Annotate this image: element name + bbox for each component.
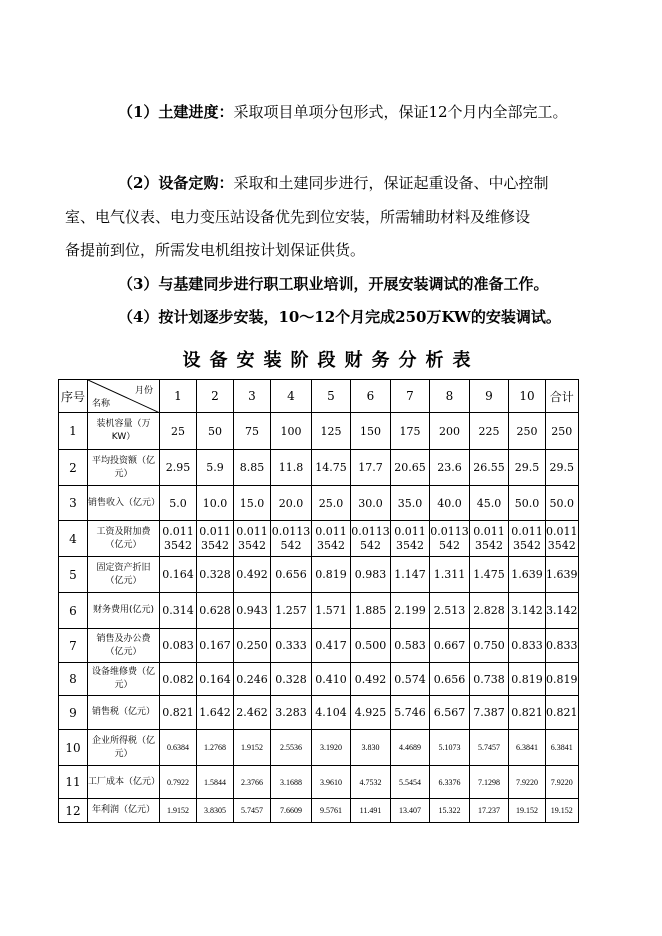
cell-value: 75 <box>234 413 271 450</box>
cell-value: 1.5844 <box>197 766 234 799</box>
cell-value: 3.1920 <box>312 730 351 766</box>
cell-value: 5.0 <box>160 486 197 521</box>
header-month: 月份 <box>134 386 153 396</box>
cell-value: 4.104 <box>312 696 351 730</box>
cell-value: 35.0 <box>391 486 430 521</box>
header-col-8: 8 <box>430 380 470 413</box>
equipment-order-label: （2）设备定购： <box>118 174 234 192</box>
cell-value: 0.833 <box>509 629 546 663</box>
row-name: 固定资产折旧（亿元） <box>88 557 160 593</box>
row-name: 销售及办公费（亿元） <box>88 629 160 663</box>
cell-value: 0.328 <box>271 663 312 696</box>
cell-value: 250 <box>509 413 546 450</box>
row-number: 10 <box>59 730 88 766</box>
cell-value: 0.333 <box>271 629 312 663</box>
cell-value: 0.656 <box>430 663 470 696</box>
row-number: 8 <box>59 663 88 696</box>
equipment-order-text-a: 采取和土建同步进行，保证起重设备、中心控制 <box>233 174 549 192</box>
cell-value: 0.943 <box>234 593 271 629</box>
cell-value: 0.0113542 <box>234 521 271 557</box>
cell-value: 0.0113542 <box>546 521 579 557</box>
cell-value: 0.0113542 <box>470 521 509 557</box>
row-name: 年利润（亿元） <box>88 799 160 823</box>
cell-value: 1.2768 <box>197 730 234 766</box>
row-number: 3 <box>59 486 88 521</box>
row-number: 5 <box>59 557 88 593</box>
cell-value: 1.475 <box>470 557 509 593</box>
cell-value: 11.491 <box>351 799 391 823</box>
table-row <box>59 629 579 663</box>
cell-value: 5.746 <box>391 696 430 730</box>
cell-value: 0.574 <box>391 663 430 696</box>
row-number: 4 <box>59 521 88 557</box>
cell-value: 0.417 <box>312 629 351 663</box>
cell-value: 1.147 <box>391 557 430 593</box>
table-header-row <box>59 380 579 413</box>
row-number: 9 <box>59 696 88 730</box>
cell-value: 10.0 <box>197 486 234 521</box>
paragraph-training: （3）与基建同步进行职工职业培训，开展安装调试的准备工作。 <box>118 275 549 293</box>
table-row <box>59 696 579 730</box>
row-number: 12 <box>59 799 88 823</box>
cell-value: 1.257 <box>271 593 312 629</box>
cell-value: 4.7532 <box>351 766 391 799</box>
cell-value: 200 <box>430 413 470 450</box>
cell-value: 29.5 <box>546 450 579 486</box>
cell-value: 0.167 <box>197 629 234 663</box>
table-title: 设备安装阶段财务分析表 <box>182 350 480 371</box>
cell-value: 0.821 <box>160 696 197 730</box>
cell-value: 0.821 <box>546 696 579 730</box>
cell-value: 0.667 <box>430 629 470 663</box>
cell-value: 1.311 <box>430 557 470 593</box>
cell-value: 0.0113542 <box>312 521 351 557</box>
cell-value: 2.199 <box>391 593 430 629</box>
row-number: 1 <box>59 413 88 450</box>
table-row <box>59 766 579 799</box>
paragraph-equipment-order <box>118 173 548 193</box>
cell-value: 3.142 <box>546 593 579 629</box>
cell-value: 7.6609 <box>271 799 312 823</box>
cell-value: 30.0 <box>351 486 391 521</box>
cell-value: 3.8305 <box>197 799 234 823</box>
cell-value: 3.830 <box>351 730 391 766</box>
paragraph-installation: （4）按计划逐步安装，10～12个月完成250万KW的安装调试。 <box>118 308 561 326</box>
cell-value: 100 <box>271 413 312 450</box>
cell-value: 13.407 <box>391 799 430 823</box>
cell-value: 0.750 <box>470 629 509 663</box>
cell-value: 4.4689 <box>391 730 430 766</box>
row-name: 财务费用(亿元) <box>88 593 160 629</box>
table-row <box>59 593 579 629</box>
cell-value: 1.642 <box>197 696 234 730</box>
cell-value: 6.3841 <box>546 730 579 766</box>
row-number: 2 <box>59 450 88 486</box>
cell-value: 0.819 <box>509 663 546 696</box>
header-col-10: 10 <box>509 380 546 413</box>
cell-value: 7.1298 <box>470 766 509 799</box>
cell-value: 250 <box>546 413 579 450</box>
cell-value: 0.492 <box>234 557 271 593</box>
cell-value: 25 <box>160 413 197 450</box>
header-col-total: 合计 <box>546 380 579 413</box>
cell-value: 150 <box>351 413 391 450</box>
table-row <box>59 486 579 521</box>
row-number: 11 <box>59 766 88 799</box>
cell-value: 6.567 <box>430 696 470 730</box>
row-number: 6 <box>59 593 88 629</box>
cell-value: 2.513 <box>430 593 470 629</box>
cell-value: 5.1073 <box>430 730 470 766</box>
cell-value: 1.639 <box>546 557 579 593</box>
cell-value: 15.0 <box>234 486 271 521</box>
table-row <box>59 450 579 486</box>
cell-value: 6.3376 <box>430 766 470 799</box>
cell-value: 0.819 <box>312 557 351 593</box>
table-row <box>59 730 579 766</box>
header-col-6: 6 <box>351 380 391 413</box>
cell-value: 7.9220 <box>509 766 546 799</box>
cell-value: 11.8 <box>271 450 312 486</box>
cell-value: 26.55 <box>470 450 509 486</box>
cell-value: 0.250 <box>234 629 271 663</box>
cell-value: 2.3766 <box>234 766 271 799</box>
cell-value: 20.65 <box>391 450 430 486</box>
equipment-order-text-c: 备提前到位，所需发电机组按计划保证供货。 <box>65 241 366 259</box>
cell-value: 14.75 <box>312 450 351 486</box>
cell-value: 0.0113542 <box>391 521 430 557</box>
finance-table <box>58 379 579 823</box>
cell-value: 0.583 <box>391 629 430 663</box>
cell-value: 0.082 <box>160 663 197 696</box>
row-name: 装机容量（万KW） <box>88 413 160 450</box>
table-row <box>59 413 579 450</box>
cell-value: 0.6384 <box>160 730 197 766</box>
cell-value: 0.083 <box>160 629 197 663</box>
cell-value: 19.152 <box>509 799 546 823</box>
cell-value: 0.328 <box>197 557 234 593</box>
civil-progress-text: 采取项目单项分包形式，保证12个月内全部完工。 <box>233 103 568 121</box>
cell-value: 125 <box>312 413 351 450</box>
cell-value: 23.6 <box>430 450 470 486</box>
cell-value: 5.7457 <box>234 799 271 823</box>
header-col-4: 4 <box>271 380 312 413</box>
cell-value: 15.322 <box>430 799 470 823</box>
cell-value: 1.885 <box>351 593 391 629</box>
cell-value: 3.142 <box>509 593 546 629</box>
cell-value: 0.819 <box>546 663 579 696</box>
cell-value: 3.1688 <box>271 766 312 799</box>
cell-value: 20.0 <box>271 486 312 521</box>
cell-value: 6.3841 <box>509 730 546 766</box>
cell-value: 2.5536 <box>271 730 312 766</box>
cell-value: 50.0 <box>546 486 579 521</box>
cell-value: 9.5761 <box>312 799 351 823</box>
cell-value: 1.9152 <box>234 730 271 766</box>
cell-value: 0.246 <box>234 663 271 696</box>
cell-value: 0.314 <box>160 593 197 629</box>
header-diagonal-cell <box>88 380 160 413</box>
cell-value: 0.7922 <box>160 766 197 799</box>
cell-value: 1.9152 <box>160 799 197 823</box>
civil-progress-label: （1）土建进度： <box>118 103 234 121</box>
cell-value: 0.0113542 <box>509 521 546 557</box>
cell-value: 0.656 <box>271 557 312 593</box>
equipment-order-text-b: 室、电气仪表、电力变压站设备优先到位安装，所需辅助材料及维修设 <box>65 208 531 226</box>
cell-value: 7.387 <box>470 696 509 730</box>
cell-value: 0.0113542 <box>197 521 234 557</box>
header-name: 名称 <box>92 399 111 409</box>
cell-value: 45.0 <box>470 486 509 521</box>
row-name: 企业所得税（亿元） <box>88 730 160 766</box>
cell-value: 5.5454 <box>391 766 430 799</box>
cell-value: 1.571 <box>312 593 351 629</box>
cell-value: 2.462 <box>234 696 271 730</box>
cell-value: 8.85 <box>234 450 271 486</box>
table-row <box>59 521 579 557</box>
header-col-3: 3 <box>234 380 271 413</box>
cell-value: 25.0 <box>312 486 351 521</box>
cell-value: 0.628 <box>197 593 234 629</box>
cell-value: 4.925 <box>351 696 391 730</box>
cell-value: 7.9220 <box>546 766 579 799</box>
cell-value: 3.9610 <box>312 766 351 799</box>
cell-value: 50.0 <box>509 486 546 521</box>
cell-value: 29.5 <box>509 450 546 486</box>
cell-value: 0.0113542 <box>430 521 470 557</box>
paragraph-civil-progress <box>118 102 568 122</box>
cell-value: 17.237 <box>470 799 509 823</box>
cell-value: 40.0 <box>430 486 470 521</box>
cell-value: 225 <box>470 413 509 450</box>
cell-value: 0.500 <box>351 629 391 663</box>
cell-value: 0.983 <box>351 557 391 593</box>
cell-value: 19.152 <box>546 799 579 823</box>
cell-value: 0.410 <box>312 663 351 696</box>
cell-value: 3.283 <box>271 696 312 730</box>
cell-value: 0.0113542 <box>271 521 312 557</box>
row-number: 7 <box>59 629 88 663</box>
header-col-7: 7 <box>391 380 430 413</box>
cell-value: 0.821 <box>509 696 546 730</box>
row-name: 工资及附加费（亿元） <box>88 521 160 557</box>
table-row <box>59 799 579 823</box>
header-seq: 序号 <box>59 380 88 413</box>
row-name: 设备维修费（亿元） <box>88 663 160 696</box>
row-name: 销售税（亿元） <box>88 696 160 730</box>
cell-value: 175 <box>391 413 430 450</box>
header-col-9: 9 <box>470 380 509 413</box>
cell-value: 0.833 <box>546 629 579 663</box>
header-col-2: 2 <box>197 380 234 413</box>
header-col-1: 1 <box>160 380 197 413</box>
table-row <box>59 663 579 696</box>
cell-value: 0.0113542 <box>351 521 391 557</box>
cell-value: 2.95 <box>160 450 197 486</box>
cell-value: 0.738 <box>470 663 509 696</box>
row-name: 销售收入（亿元） <box>88 486 160 521</box>
row-name: 工厂成本（亿元） <box>88 766 160 799</box>
cell-value: 0.164 <box>197 663 234 696</box>
cell-value: 50 <box>197 413 234 450</box>
row-name: 平均投资额（亿元） <box>88 450 160 486</box>
cell-value: 17.7 <box>351 450 391 486</box>
cell-value: 5.7457 <box>470 730 509 766</box>
table-row <box>59 557 579 593</box>
cell-value: 0.164 <box>160 557 197 593</box>
cell-value: 2.828 <box>470 593 509 629</box>
cell-value: 1.639 <box>509 557 546 593</box>
cell-value: 0.492 <box>351 663 391 696</box>
cell-value: 5.9 <box>197 450 234 486</box>
header-col-5: 5 <box>312 380 351 413</box>
cell-value: 0.0113542 <box>160 521 197 557</box>
